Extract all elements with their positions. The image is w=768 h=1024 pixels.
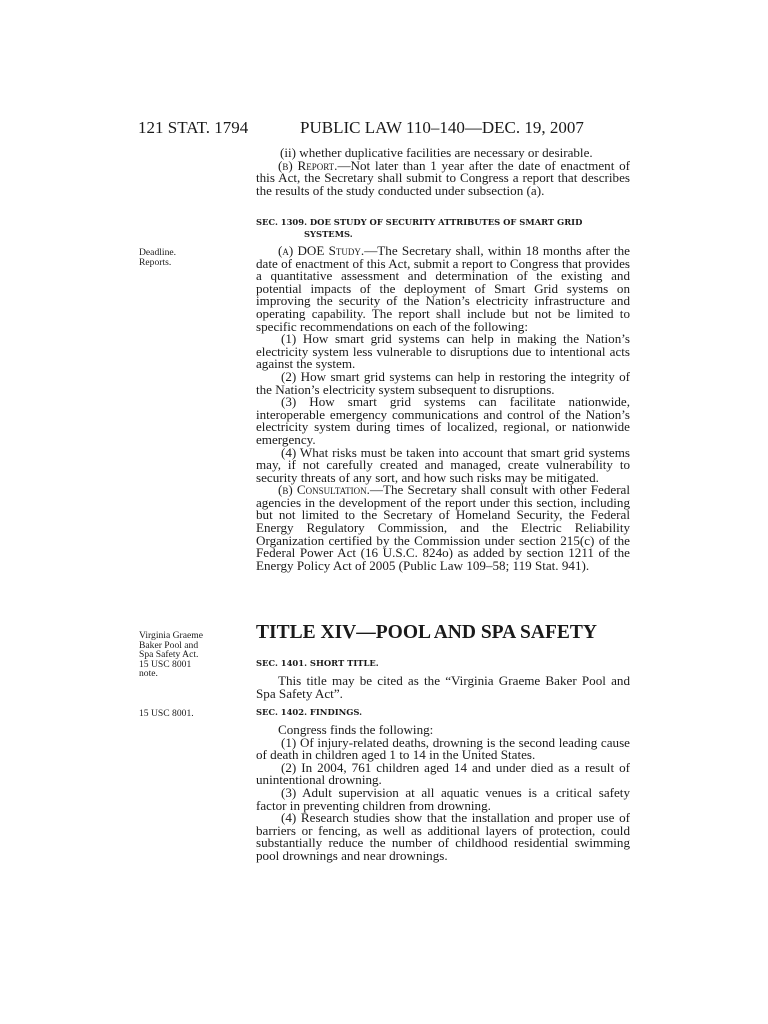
sec-1309-body [256,245,630,572]
title-xiv-heading: TITLE XIV—POOL AND SPA SAFETY [256,622,597,643]
sec-1402-heading: SEC. 1402. FINDINGS. [256,707,363,717]
margin-note-short-title [139,631,219,679]
public-law-citation: PUBLIC LAW 110–140—DEC. 19, 2007 [300,118,584,137]
margin-note-line: 15 USC 8001 [139,658,192,670]
clause-ii: (ii) whether duplicative facilities are necessary or desirable. [280,145,593,160]
margin-note-line: Reports. [139,256,172,268]
sec-1401-heading: SEC. 1401. SHORT TITLE. [256,658,379,668]
finding-3: (3) Adult supervision at all aquatic venues is a critical safety factor in preventing children from drowning. [256,784,630,813]
findings-intro: Congress finds the following: [278,722,434,737]
margin-note-line: Baker Pool and [139,639,199,651]
finding-1: (1) Of injury-related deaths, drowning is the second leading cause of death in children aged 1 to 14 in the United States. [256,734,630,763]
statute-page-number: 121 STAT. 1794 [138,118,249,137]
margin-note-findings [139,709,219,719]
margin-note-line: Deadline. [139,247,177,258]
sec-1309-heading-line1: SEC. 1309. DOE STUDY OF SECURITY ATTRIBUTES OF SMART GRID [256,217,583,227]
sec-1402-body [256,724,630,863]
subsection-b-consultation-label: (b) Consultation. [278,482,370,498]
subsection-b-consultation-text: —The Secretary shall consult with other Federal agencies in the development of the report under this section, including but not limited to the Secretary of Homeland Security, the Federal Energy Regulatory Commission, and the Electric Reliability Organization certified by the Commission under section 215(c) of the Federal Power Act (16 U.S.C. 824o) as added by section 1211 of the Energy Policy Act of 2005 (Public Law 109–58; 119 Stat. 941). [256,482,630,573]
margin-note-line: Spa Safety Act. [139,649,199,661]
subsection-a-label: (a) DOE Study. [278,243,365,258]
margin-note-line: note. [139,668,158,680]
sec-1401-body [256,675,630,700]
short-title-text: This title may be cited as the “Virginia Graeme Baker Pool and Spa Safety Act”. [256,673,630,701]
subsection-a-text: —The Secretary shall, within 18 months after the date of enactment of this Act, submit a report to Congress that provides a quantitative assessment and determination of the existing and potential impacts of the deployment of Smart Grid systems on improving the security of the Nation’s electricity infrastructure and operating capability. The report shall include but not be limited to specific recommendations on each of the following: [256,243,630,334]
finding-4: (4) Research studies show that the installation and proper use of barriers or fencing, as well as additional layers of protection, could substantially reduce the number of childhood residential swimming pool drownings and near drownings. [256,810,630,863]
paragraph-2: (2) How smart grid systems can help in restoring the integrity of the Nation’s electricity system subsequent to disruptions. [256,368,630,397]
subsection-b-text: —Not later than 1 year after the date of enactment of this Act, the Secretary shall submit to Congress a report that describes the results of the study conducted under subsection (a). [256,157,631,198]
subsection-b-report [256,157,631,198]
finding-2: (2) In 2004, 761 children aged 14 and under died as a result of unintentional drowning. [256,759,630,788]
block-sec1308-end [256,147,630,197]
margin-note-deadline [139,248,219,267]
paragraph-1: (1) How smart grid systems can help in making the Nation’s electricity system less vulnerable to disruptions due to intentional acts against the system. [256,331,630,372]
subsection-b-consultation [256,484,630,572]
running-header [138,118,632,140]
paragraph-3: (3) How smart grid systems can facilitate nationwide, interoperable emergency communications and control of the Nation’s electricity system during times of localized, regional, or nationwide emergency. [256,394,630,447]
sec-1309-heading-line2: SYSTEMS. [304,229,353,239]
subsection-a-doe-study [256,245,630,333]
margin-note-line: 15 USC 8001. [139,708,194,719]
margin-note-line: Virginia Graeme [139,630,203,641]
sec-1309-heading [256,216,630,240]
subsection-b-label: (b) Report. [278,157,338,173]
paragraph-4: (4) What risks must be taken into account that smart grid systems may, if not carefully created and managed, create vulnerability to security threats of any sort, and how such risks may be mitigated. [256,444,630,485]
